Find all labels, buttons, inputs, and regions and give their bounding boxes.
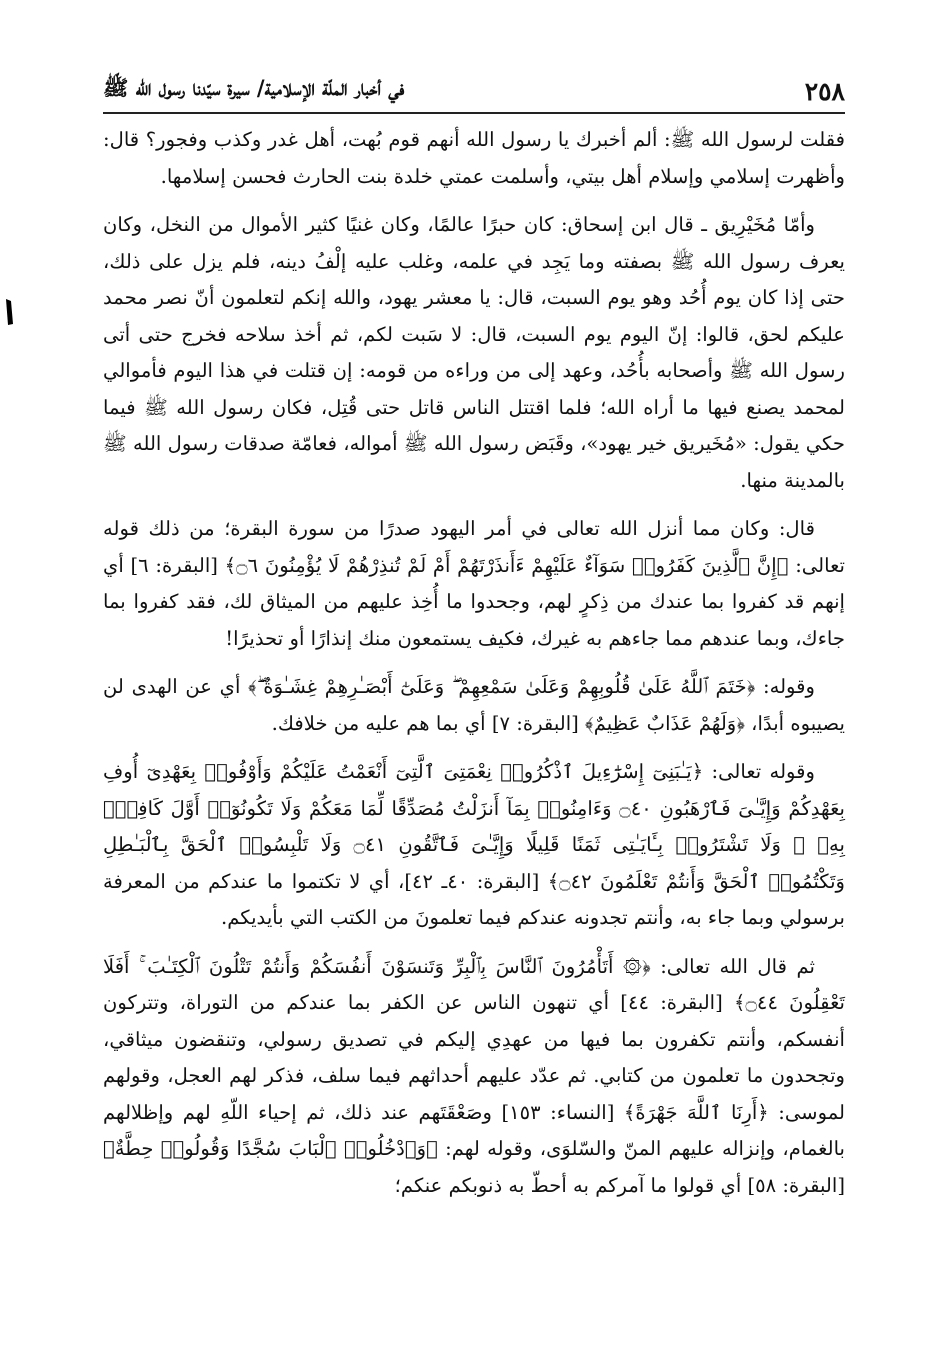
paragraph-2: وأمّا مُخَيْرِيق ـ قال ابن إسحاق: كان حبرًا عالمًا، وكان غنيًا كثير الأموال من النخل، وكان يعرف رسول الله ﷺ بصفته وما يَجِد في علمه، وغلب عليه إلْفُ دينه، فلم يزل على ذلك، حتى إذا كان يوم أُحُد وهو يوم السبت، قال: يا معشر يهود، والله إنكم لتعلمون أنّ نصر محمد عليكم لحق، قالوا: إنّ اليوم يوم السبت، قال: لا سَبت لكم، ثم أخذ سلاحه فخرج حتى أتى رسول الله ﷺ وأصحابه بأُحُد، وعهد إلى من وراءه من قومه: إن قتلت في هذا اليوم فأموالي لمحمد يصنع فيها ما أراه الله؛ فلما اقتتل الناس قاتل حتى قُتِل، فكان رسول الله ﷺ فيما حكي يقول: «مُخَيريق خير يهود»، وقَبَض رسول الله ﷺ أمواله، فعامّة صدقات رسول الله ﷺ بالمدينة منها. <box>103 213 845 492</box>
paragraph-1: فقلت لرسول الله ﷺ: ألم أخبرك يا رسول الله أنهم قوم بُهت، أهل غدر وكذب وفجور؟ قال: وأظهرت إسلامي وإسلام أهل بيتي، وأسلمت عمتي خلدة بنت الحارث فحسن إسلامها. <box>103 128 845 188</box>
page-number: ٢٥٨ <box>804 77 845 106</box>
scan-margin-mark <box>4 298 14 326</box>
running-title: في أخبار الملّة الإسلامية/ سيرة سيّدنا رسول الله ﷺ <box>103 75 405 100</box>
running-header <box>103 70 845 114</box>
body-text <box>103 122 845 1204</box>
paragraph-6: ثم قال الله تعالى: ﴿۞ أَتَأْمُرُونَ ٱلنَّاسَ بِٱلْبِرِّ وَتَنسَوْنَ أَنفُسَكُمْ وَأَنتُمْ تَتْلُونَ ٱلْكِتَـٰبَ ۚ أَفَلَا تَعْقِلُونَ ۝٤٤﴾ [البقرة: ٤٤] أي تنهون الناس عن الكفر بما عندكم من التوراة، وتتركون أنفسكم، وأنتم تكفرون بما فيها من عهدِي إليكم في تصديق رسولي، وتنقضون ميثاقي، وتجحدون ما تعلمون من كتابي. ثم عدّد عليهم أحداثهم فيما سلف، فذكر لهم العجل، وقولهم لموسى: ﴿أَرِنَا ٱللَّهَ جَهْرَةً﴾ [النساء: ١٥٣] وصَعْقَتَهم عند ذلك، ثم إحياء اللّهِ لهم وإظلالهم بالغمام، وإنزاله عليهم المنّ والسّلوَى، وقوله لهم: ﴿وَٱدْخُلُوا۟ ٱلْبَابَ سُجَّدًا وَقُولُوا۟ حِطَّةٌ﴾ [البقرة: ٥٨] أي قولوا ما آمركم به أحطّ به ذنوبكم عنكم؛ <box>103 954 845 1197</box>
paragraph-4: وقوله: ﴿خَتَمَ ٱللَّهُ عَلَىٰ قُلُوبِهِمْ وَعَلَىٰ سَمْعِهِمْ ۖ وَعَلَىٰٓ أَبْصَـٰرِهِمْ غِشَـٰوَةٌ ۖ﴾ أي عن الهدى لن يصيبوه أبدًا، ﴿وَلَهُمْ عَذَابٌ عَظِيمٌ﴾ [البقرة: ٧] أي بما هم عليه من خلافك. <box>103 675 845 735</box>
paragraph-5: وقوله تعالى: ﴿يَـٰبَنِىٓ إِسْرَٰٓءِيلَ ٱذْكُرُوا۟ نِعْمَتِىَ ٱلَّتِىٓ أَنْعَمْتُ عَلَيْكُمْ وَأَوْفُوا۟ بِعَهْدِىٓ أُوفِ بِعَهْدِكُمْ وَإِيَّـٰىَ فَٱرْهَبُونِ ۝٤٠ وَءَامِنُوا۟ بِمَآ أَنزَلْتُ مُصَدِّقًا لِّمَا مَعَكُمْ وَلَا تَكُونُوٓا۟ أَوَّلَ كَافِرٍۭ بِهِۦ ۖ وَلَا تَشْتَرُوا۟ بِـَٔايَـٰتِى ثَمَنًا قَلِيلًا وَإِيَّـٰىَ فَٱتَّقُونِ ۝٤١ وَلَا تَلْبِسُوا۟ ٱلْحَقَّ بِٱلْبَـٰطِلِ وَتَكْتُمُوا۟ ٱلْحَقَّ وَأَنتُمْ تَعْلَمُونَ ۝٤٢﴾ [البقرة: ٤٠ـ ٤٢]، أي لا تكتموا ما عندكم من المعرفة برسولي وبما جاء به، وأنتم تجدونه عندكم فيما تعلمونَ من الكتب التي بأيديكم. <box>103 760 845 929</box>
paragraph-3: قال: وكان مما أنزل الله تعالى في أمر اليهود صدرًا من سورة البقرة؛ من ذلك قوله تعالى: ﴿إِنَّ ٱلَّذِينَ كَفَرُوا۟ سَوَآءٌ عَلَيْهِمْ ءَأَنذَرْتَهُمْ أَمْ لَمْ تُنذِرْهُمْ لَا يُؤْمِنُونَ ۝٦﴾ [البقرة: ٦] أي إنهم قد كفروا بما عندك من ذِكرٍ لهم، وجحدوا ما أُخِذ عليهم من الميثاق لك، فقد كفروا بما جاءك، وبما عندهم مما جاءهم به غيرك، فكيف يستمعون منك إنذارًا أو تحذيرًا! <box>103 517 845 650</box>
